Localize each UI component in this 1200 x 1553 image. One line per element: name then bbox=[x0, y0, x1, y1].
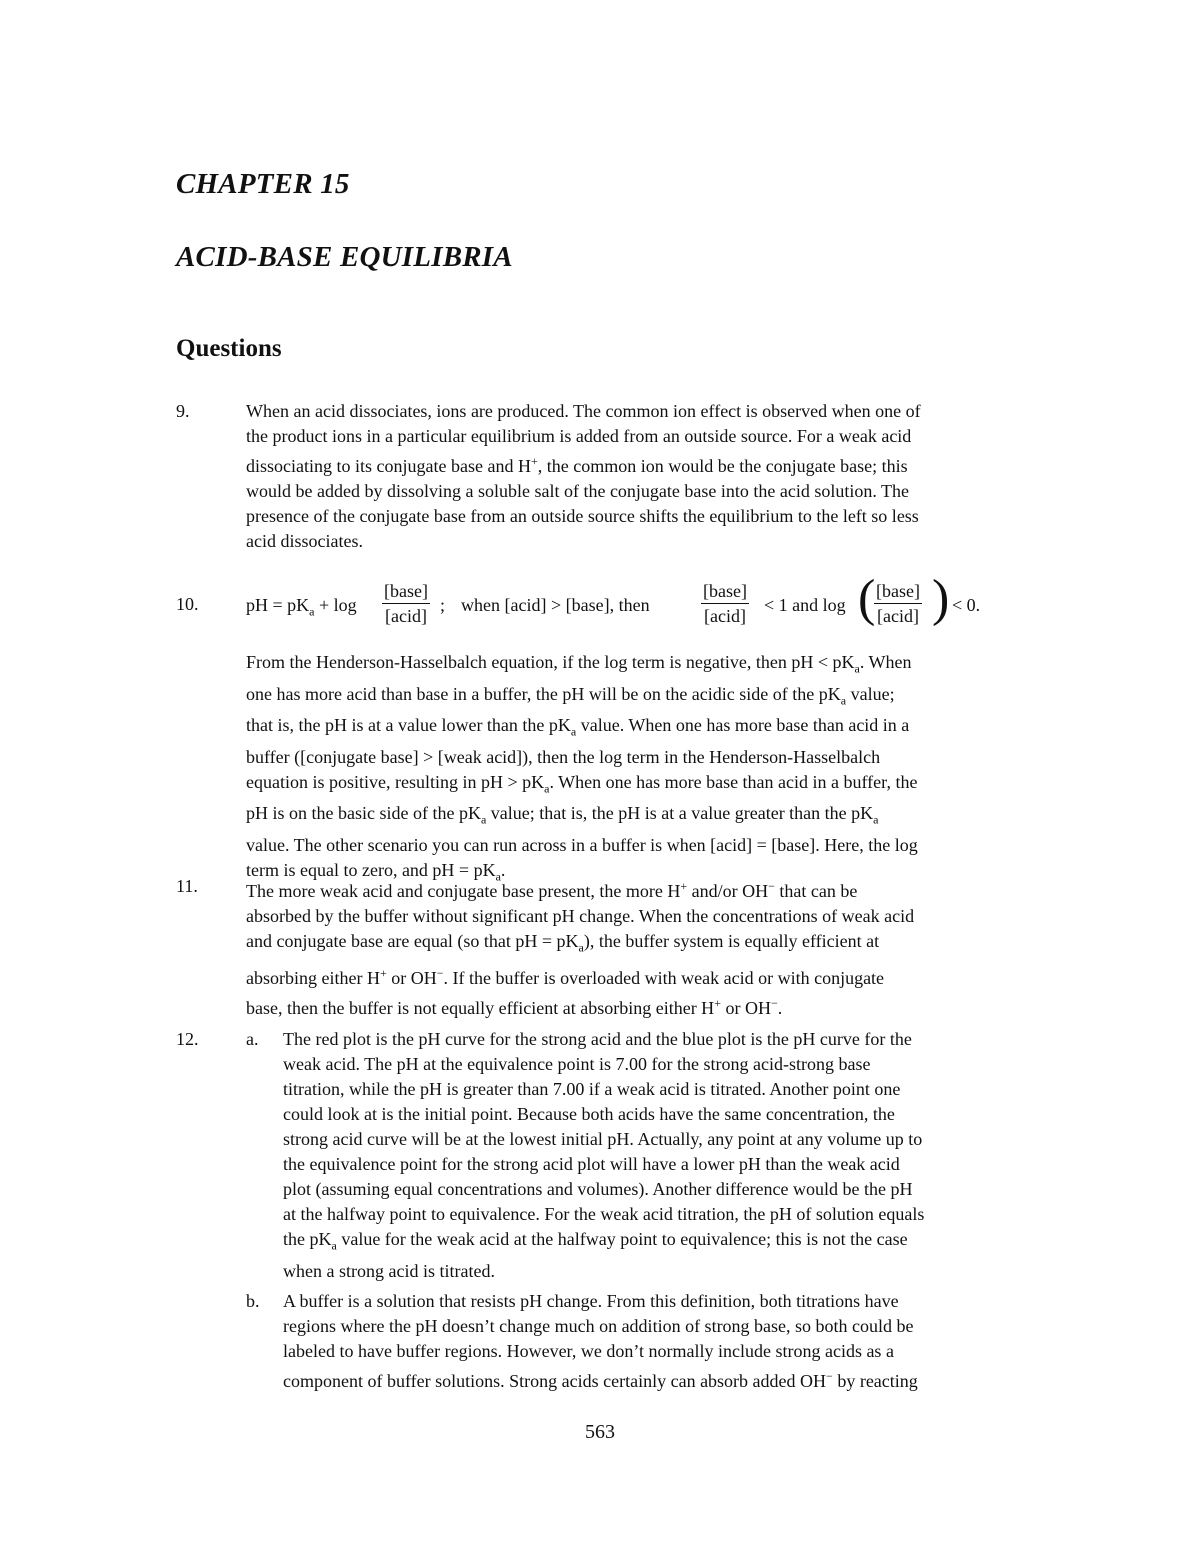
question-10-number: 10. bbox=[176, 594, 199, 614]
text-line: component of buffer solutions. Strong acids certainly can absorb added OH− by reacting bbox=[283, 1369, 918, 1391]
text-line: weak acid. The pH at the equivalence point is 7.00 for the strong acid-strong base bbox=[283, 1054, 871, 1074]
eq-less-than-zero: < 0. bbox=[952, 595, 981, 615]
text-line: would be added by dissolving a soluble salt of the conjugate base into the acid solution. The bbox=[246, 481, 910, 501]
text-line: The red plot is the pH curve for the strong acid and the blue plot is the pH curve for the bbox=[283, 1029, 912, 1049]
base-over-acid-fraction: [base] [acid] bbox=[876, 581, 920, 626]
text-line: when a strong acid is titrated. bbox=[283, 1260, 495, 1281]
right-paren: ) bbox=[932, 570, 950, 627]
text-line: presence of the conjugate base from an outside source shifts the equilibrium to the left so less bbox=[246, 506, 919, 526]
question-10-text bbox=[246, 650, 1058, 890]
text-line: equation is positive, resulting in pH > $pK_a$. When one has more base than acid in a buffer, the bbox=[246, 771, 918, 796]
left-paren: ( bbox=[858, 570, 876, 627]
text-line: labeled to have buffer regions. However, we don’t normally include strong acids as a bbox=[283, 1341, 894, 1361]
chapter-subtitle: ACID-BASE EQUILIBRIA bbox=[176, 241, 513, 273]
eq-less-than-one: < 1 and log bbox=[764, 595, 846, 615]
eq-lhs: pH = $pK_a + \log$ bbox=[246, 595, 357, 619]
text-line: buffer ([conjugate base] > [weak acid]), then the log term in the Henderson-Hasselbalch bbox=[246, 746, 881, 767]
base-over-acid-fraction: [base] [acid] bbox=[703, 581, 747, 626]
text-line: pH is on the basic side of the $pK_a$ value; that is, the pH is at a value greater than the $pK_a$ bbox=[246, 803, 879, 827]
question-12-number: 12. bbox=[176, 1029, 199, 1049]
text-line: absorbing either H+ or OH−. If the buffer is overloaded with weak acid or with conjugate bbox=[246, 965, 885, 988]
question-11-number: 11. bbox=[176, 876, 198, 896]
part-b-letter: b. bbox=[246, 1291, 260, 1311]
text-line: that is, the pH is at a value lower than the $pK_a$ value. When one has more base than acid in a bbox=[246, 715, 910, 739]
text-line: base, then the buffer is not equally efficient at absorbing either H+ or OH−. bbox=[246, 995, 783, 1018]
text-line: The more weak acid and conjugate base present, the more H+ and/or OH− that can be bbox=[246, 879, 858, 901]
base-over-acid-fraction: [base] [acid] bbox=[384, 581, 428, 626]
text-line: A buffer is a solution that resists pH change. From this definition, both titrations have bbox=[283, 1291, 899, 1311]
text-line: and conjugate base are equal (so that pH = $pK_a$), the buffer system is equally efficient at bbox=[246, 931, 880, 955]
question-12a-text bbox=[283, 1027, 1058, 1284]
text-line: one has more acid than base in a buffer, the pH will be on the acidic side of the $pK_a$ value; bbox=[246, 683, 895, 708]
text-line: When an acid dissociates, ions are produced. The common ion effect is observed when one of bbox=[246, 401, 921, 421]
text-line: at the halfway point to equivalence. For the weak acid titration, the pH of solution equals bbox=[283, 1204, 925, 1224]
text-line: plot (assuming equal concentrations and volumes). Another difference would be the pH bbox=[283, 1179, 913, 1199]
question-11-text bbox=[246, 874, 1058, 1021]
eq-semicolon: ; bbox=[440, 595, 446, 615]
text-line: value. The other scenario you can run across in a buffer is when [acid] = [base]. Here, the log bbox=[246, 834, 918, 855]
text-line: the product ions in a particular equilibrium is added from an outside source. For a weak acid bbox=[246, 426, 912, 446]
text-line: the equivalence point for the strong acid plot will have a lower pH than the weak acid bbox=[283, 1154, 900, 1174]
question-12b-text bbox=[283, 1289, 1058, 1394]
text-line: From the Henderson-Hasselbalch equation, if the log term is negative, then pH < $pK_a$. When bbox=[246, 652, 912, 676]
text-line: acid dissociates. bbox=[246, 531, 363, 551]
question-9-text bbox=[246, 399, 1058, 554]
page-number: 563 bbox=[585, 1421, 615, 1443]
eq-condition: when [acid] > [base], then bbox=[461, 595, 650, 615]
part-a-letter: a. bbox=[246, 1029, 259, 1049]
text-line: could look at is the initial point. Because both acids have the same concentration, the bbox=[283, 1104, 895, 1124]
text-line: strong acid curve will be at the lowest initial pH. Actually, any point at any volume up to bbox=[283, 1129, 923, 1149]
question-9-number: 9. bbox=[176, 401, 190, 421]
questions-heading: Questions bbox=[176, 335, 282, 362]
text-line: the $pK_a$ value for the weak acid at the halfway point to equivalence; this is not the case bbox=[283, 1229, 908, 1253]
text-line: regions where the pH doesn’t change much on addition of strong base, so both could be bbox=[283, 1316, 914, 1336]
text-line: term is equal to zero, and pH = $pK_a$. bbox=[246, 859, 506, 884]
text-line: absorbed by the buffer without significant pH change. When the concentrations of weak acid bbox=[246, 906, 915, 926]
text-line: titration, while the pH is greater than 7.00 if a weak acid is titrated. Another point one bbox=[283, 1079, 901, 1099]
chapter-title: CHAPTER 15 bbox=[176, 168, 350, 200]
text-line: dissociating to its conjugate base and H+, the common ion would be the conjugate base; this bbox=[246, 454, 908, 476]
